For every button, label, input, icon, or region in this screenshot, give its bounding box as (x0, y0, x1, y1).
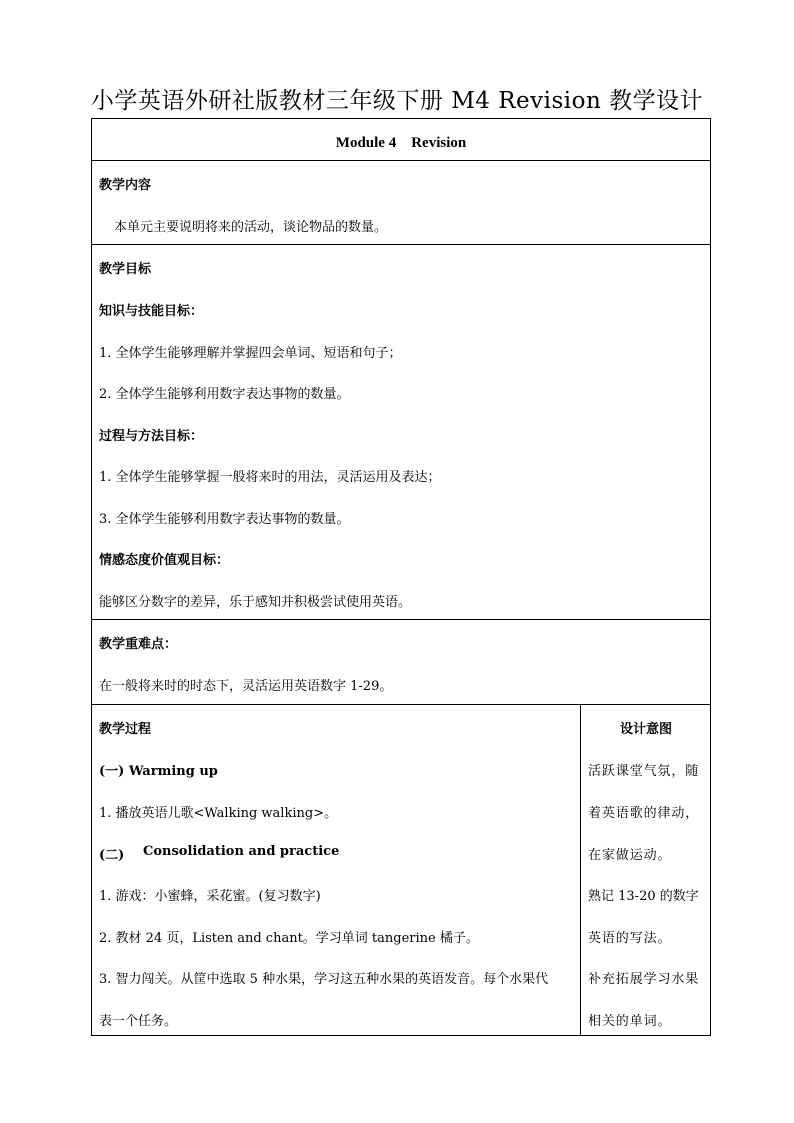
step1-heading: (一) Warming up (99, 764, 218, 779)
column-divider (580, 704, 581, 1035)
content-heading: 教学内容 (99, 178, 152, 193)
objectives-section (92, 244, 710, 620)
step2-item: 1. 游戏：小蜜蜂，采花蜜。(复习数字) (99, 889, 321, 904)
design-line: 熟记 13-20 的数字 (588, 889, 699, 904)
key-points-text: 在一般将来时的时态下，灵活运用英语数字 1-29。 (99, 679, 393, 694)
design-line: 补充拓展学习水果 (588, 972, 700, 987)
step2-item-continued: 表一个任务。 (99, 1014, 178, 1029)
design-heading: 设计意图 (619, 722, 672, 737)
step1-item: 1. 播放英语儿歌<Walking walking>。 (99, 806, 338, 821)
step2-title: Consolidation and practice (143, 844, 340, 859)
knowledge-item: 2. 全体学生能够利用数字表达事物的数量。 (99, 387, 350, 402)
lesson-plan-table (91, 118, 711, 1036)
key-points-section (92, 619, 710, 705)
process-objective-item: 1. 全体学生能够掌握一般将来时的用法，灵活运用及表达； (99, 470, 441, 485)
design-line: 相关的单词。 (588, 1014, 672, 1029)
process-heading: 教学过程 (99, 722, 152, 737)
knowledge-heading: 知识与技能目标： (99, 304, 204, 319)
emotion-text: 能够区分数字的差异，乐于感知并积极尝试使用英语。 (99, 595, 412, 610)
knowledge-item: 1. 全体学生能够理解并掌握四会单词、短语和句子； (99, 346, 402, 361)
emotion-heading: 情感态度价值观目标： (99, 553, 230, 568)
step2-label: (二) (99, 848, 125, 863)
step2-item: 2. 教材 24 页，Listen and chant。学习单词 tangerine 橘子。 (99, 931, 479, 946)
step2-item: 3. 智力闯关。从筐中选取 5 种水果，学习这五种水果的英语发音。每个水果代 (99, 972, 549, 987)
design-line: 着英语歌的律动， (588, 806, 700, 821)
module-header-row (92, 119, 710, 161)
design-line: 英语的写法。 (588, 931, 672, 946)
process-objective-heading: 过程与方法目标： (99, 429, 204, 444)
module-header: Module 4 Revision (335, 135, 467, 151)
document-title: 小学英语外研社版教材三年级下册 M4 Revision 教学设计 (90, 88, 704, 114)
process-objective-item: 3. 全体学生能够利用数字表达事物的数量。 (99, 512, 350, 527)
content-text: 本单元主要说明将来的活动，谈论物品的数量。 (114, 220, 388, 235)
design-line: 在家做运动。 (588, 848, 672, 863)
objectives-heading: 教学目标 (99, 262, 152, 277)
design-line: 活跃课堂气氛，随 (588, 764, 700, 779)
key-points-heading: 教学重难点： (99, 637, 178, 652)
content-section (92, 160, 710, 245)
